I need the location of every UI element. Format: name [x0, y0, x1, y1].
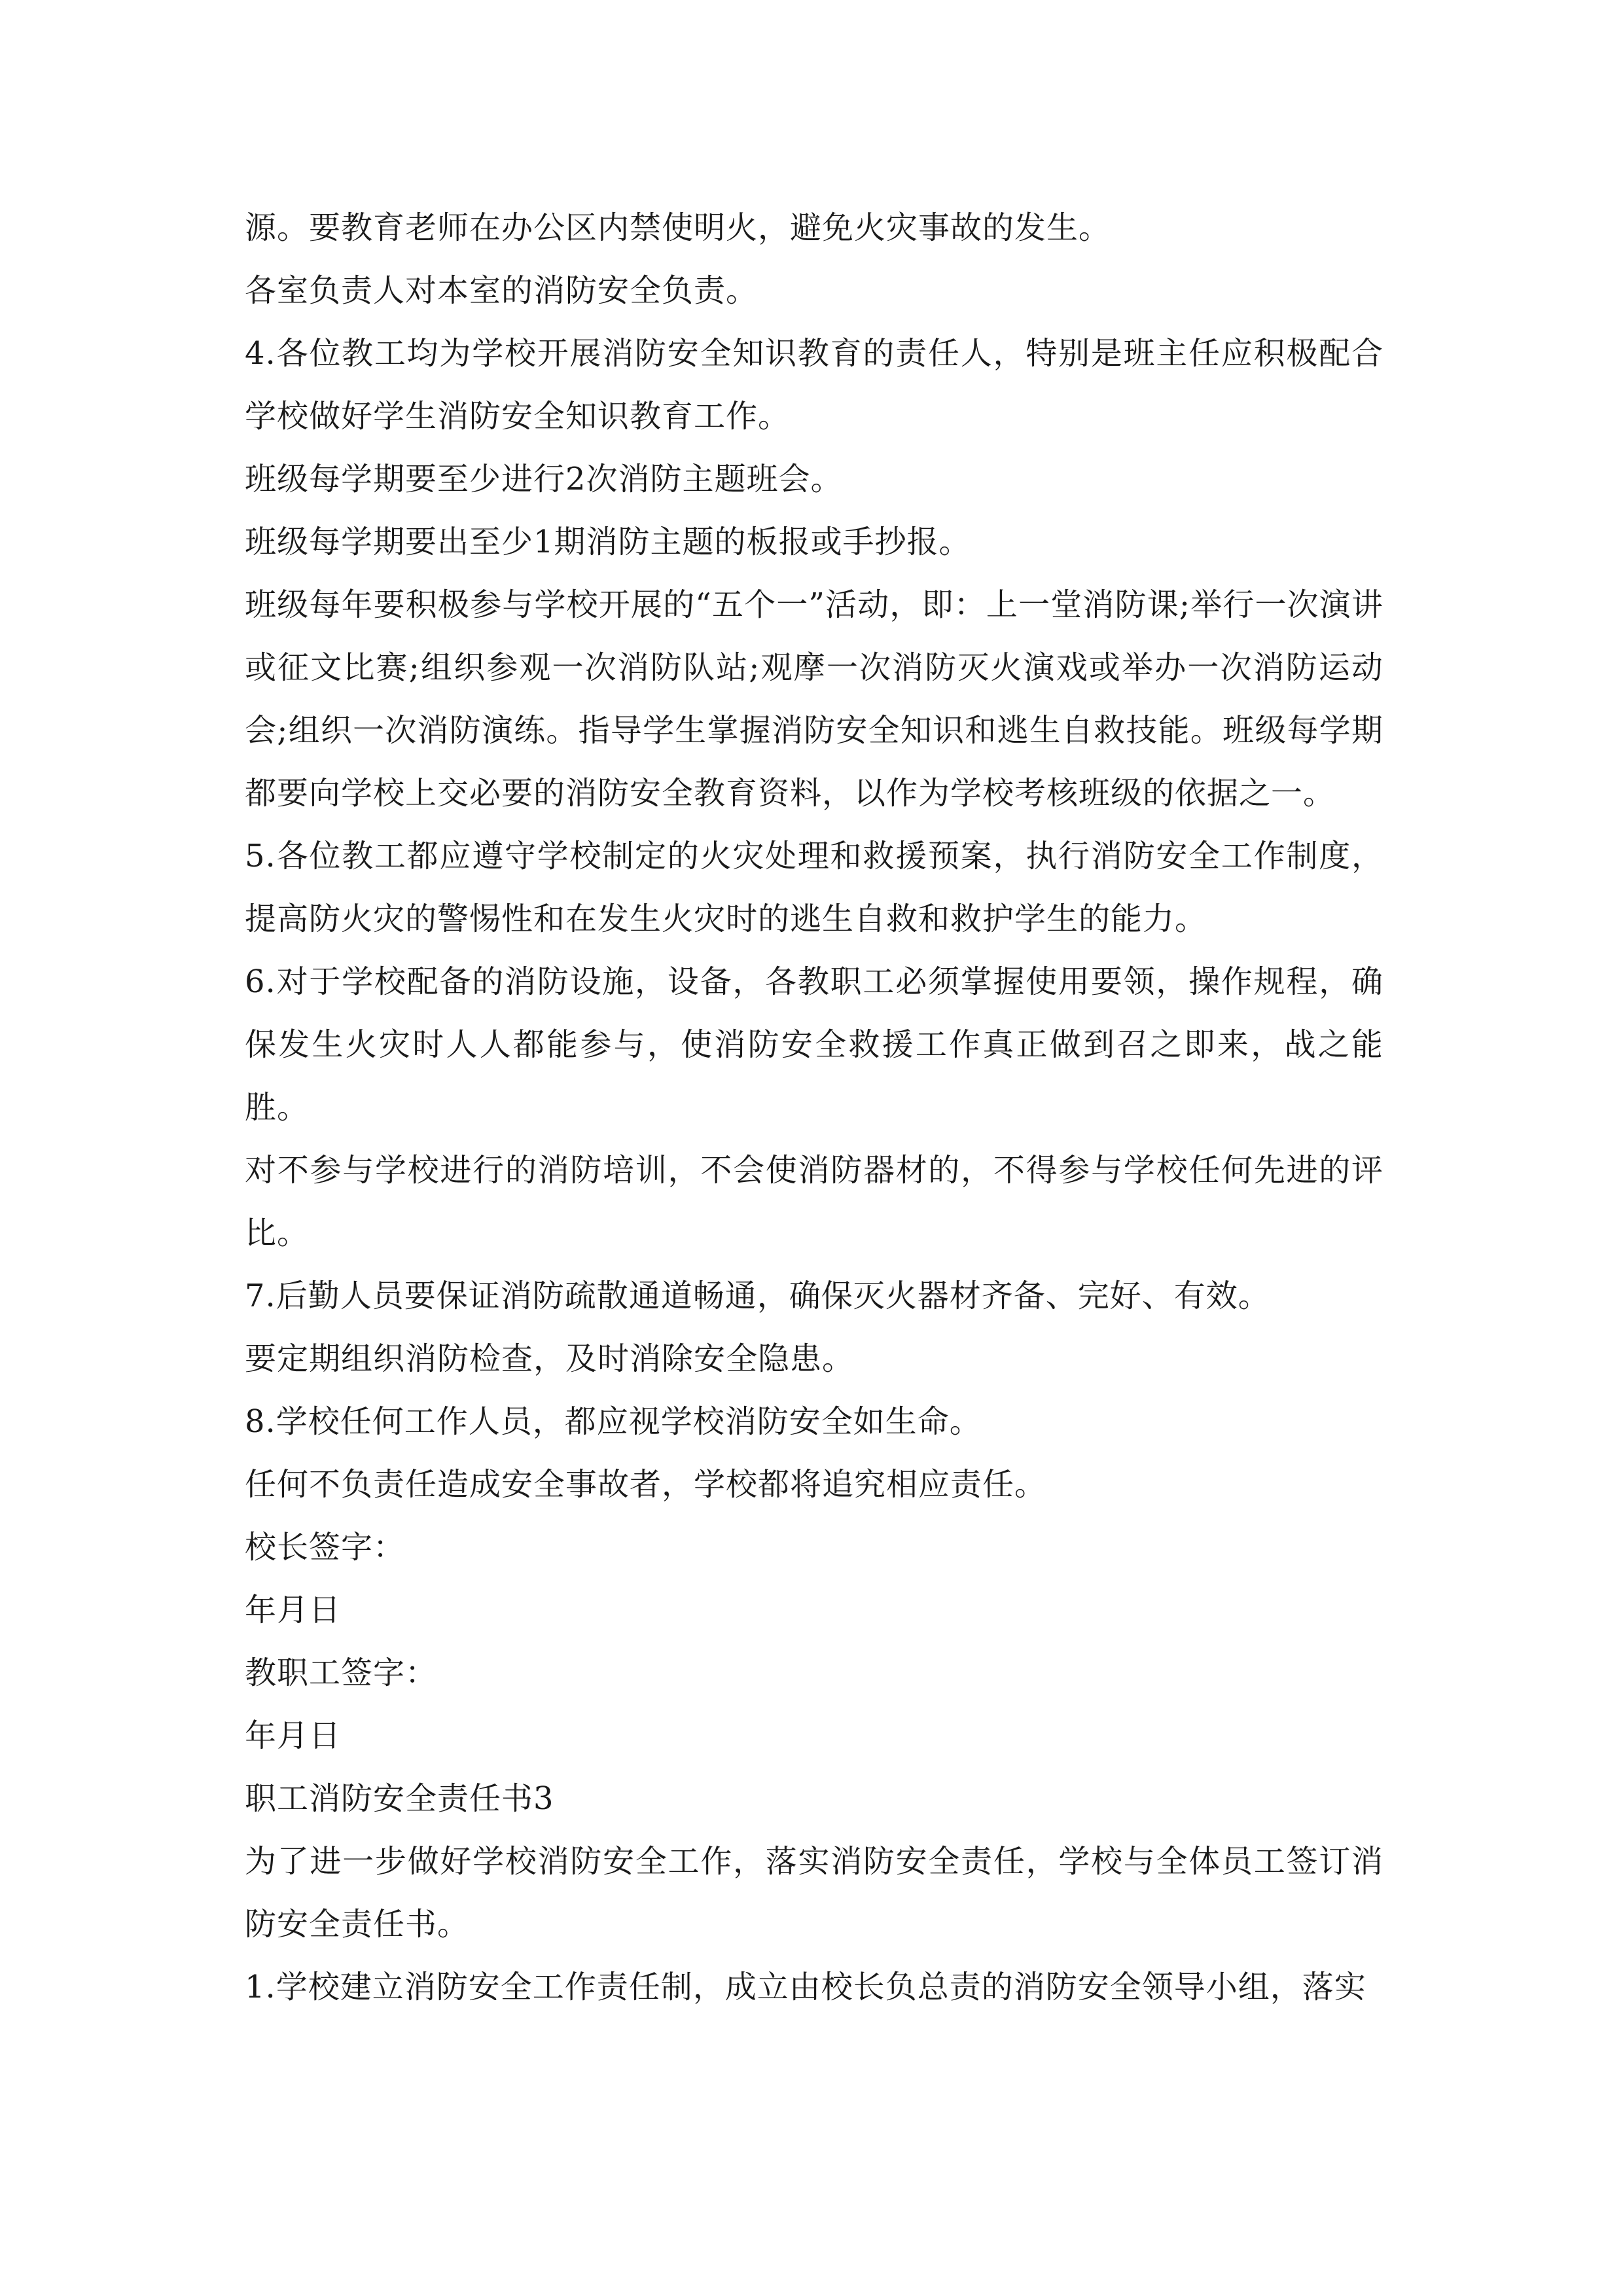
- paragraph-five-ones: 班级每年要积极参与学校开展的“五个一”活动，即：上一堂消防课;举行一次演讲或征文比赛;组织参观一次消防队站;观摩一次消防灭火演戏或举办一次消防运动会;组织一次消防演练。指导学生掌握消防安全知识和逃生自救技能。班级每学期都要向学校上交必要的消防安全教育资料，以作为学校考核班级的依据之一。: [245, 586, 1383, 812]
- paragraph-inspection: 要定期组织消防检查，及时消除安全隐患。: [245, 1340, 855, 1377]
- paragraph-accountability: 任何不负责任造成安全事故者，学校都将追究相应责任。: [245, 1466, 1047, 1503]
- paragraph-item-4: 4.各位教工均为学校开展消防安全知识教育的责任人，特别是班主任应积极配合学校做好学生消防安全知识教育工作。: [245, 335, 1383, 435]
- paragraph-training: 对不参与学校进行的消防培训，不会使消防器材的，不得参与学校任何先进的评比。: [245, 1152, 1383, 1251]
- principal-date-label: 年月日: [245, 1592, 342, 1628]
- paragraph-fire-source: 源。要教育老师在办公区内禁使明火，避免火灾事故的发生。: [245, 209, 1111, 246]
- paragraph-item-1: 1.学校建立消防安全工作责任制，成立由校长负总责的消防安全领导小组，落实: [245, 1969, 1366, 2005]
- paragraph-class-meeting: 班级每学期要至少进行2次消防主题班会。: [245, 461, 843, 497]
- principal-signature-label: 校长签字：: [245, 1529, 406, 1566]
- paragraph-room-responsibility: 各室负责人对本室的消防安全负责。: [245, 272, 758, 309]
- section-title-3: 职工消防安全责任书3: [245, 1780, 554, 1817]
- paragraph-blackboard: 班级每学期要出至少1期消防主题的板报或手抄报。: [245, 524, 971, 560]
- staff-date-label: 年月日: [245, 1717, 342, 1754]
- paragraph-item-6: 6.对于学校配备的消防设施，设备，各教职工必须掌握使用要领，操作规程，确保发生火灾时人人都能参与，使消防安全救援工作真正做到召之即来，战之能胜。: [245, 963, 1383, 1126]
- document-body: [245, 196, 1383, 2018]
- paragraph-item-7: 7.后勤人员要保证消防疏散通道畅通，确保灭火器材齐备、完好、有效。: [245, 1278, 1270, 1314]
- staff-signature-label: 教职工签字：: [245, 1655, 438, 1691]
- paragraph-item-8: 8.学校任何工作人员，都应视学校消防安全如生命。: [245, 1403, 982, 1440]
- paragraph-intro-3: 为了进一步做好学校消防安全工作，落实消防安全责任，学校与全体员工签订消防安全责任书。: [245, 1843, 1383, 1943]
- paragraph-item-5: 5.各位教工都应遵守学校制定的火灾处理和救援预案，执行消防安全工作制度，提高防火灾的警惕性和在发生火灾时的逃生自救和救护学生的能力。: [245, 838, 1383, 937]
